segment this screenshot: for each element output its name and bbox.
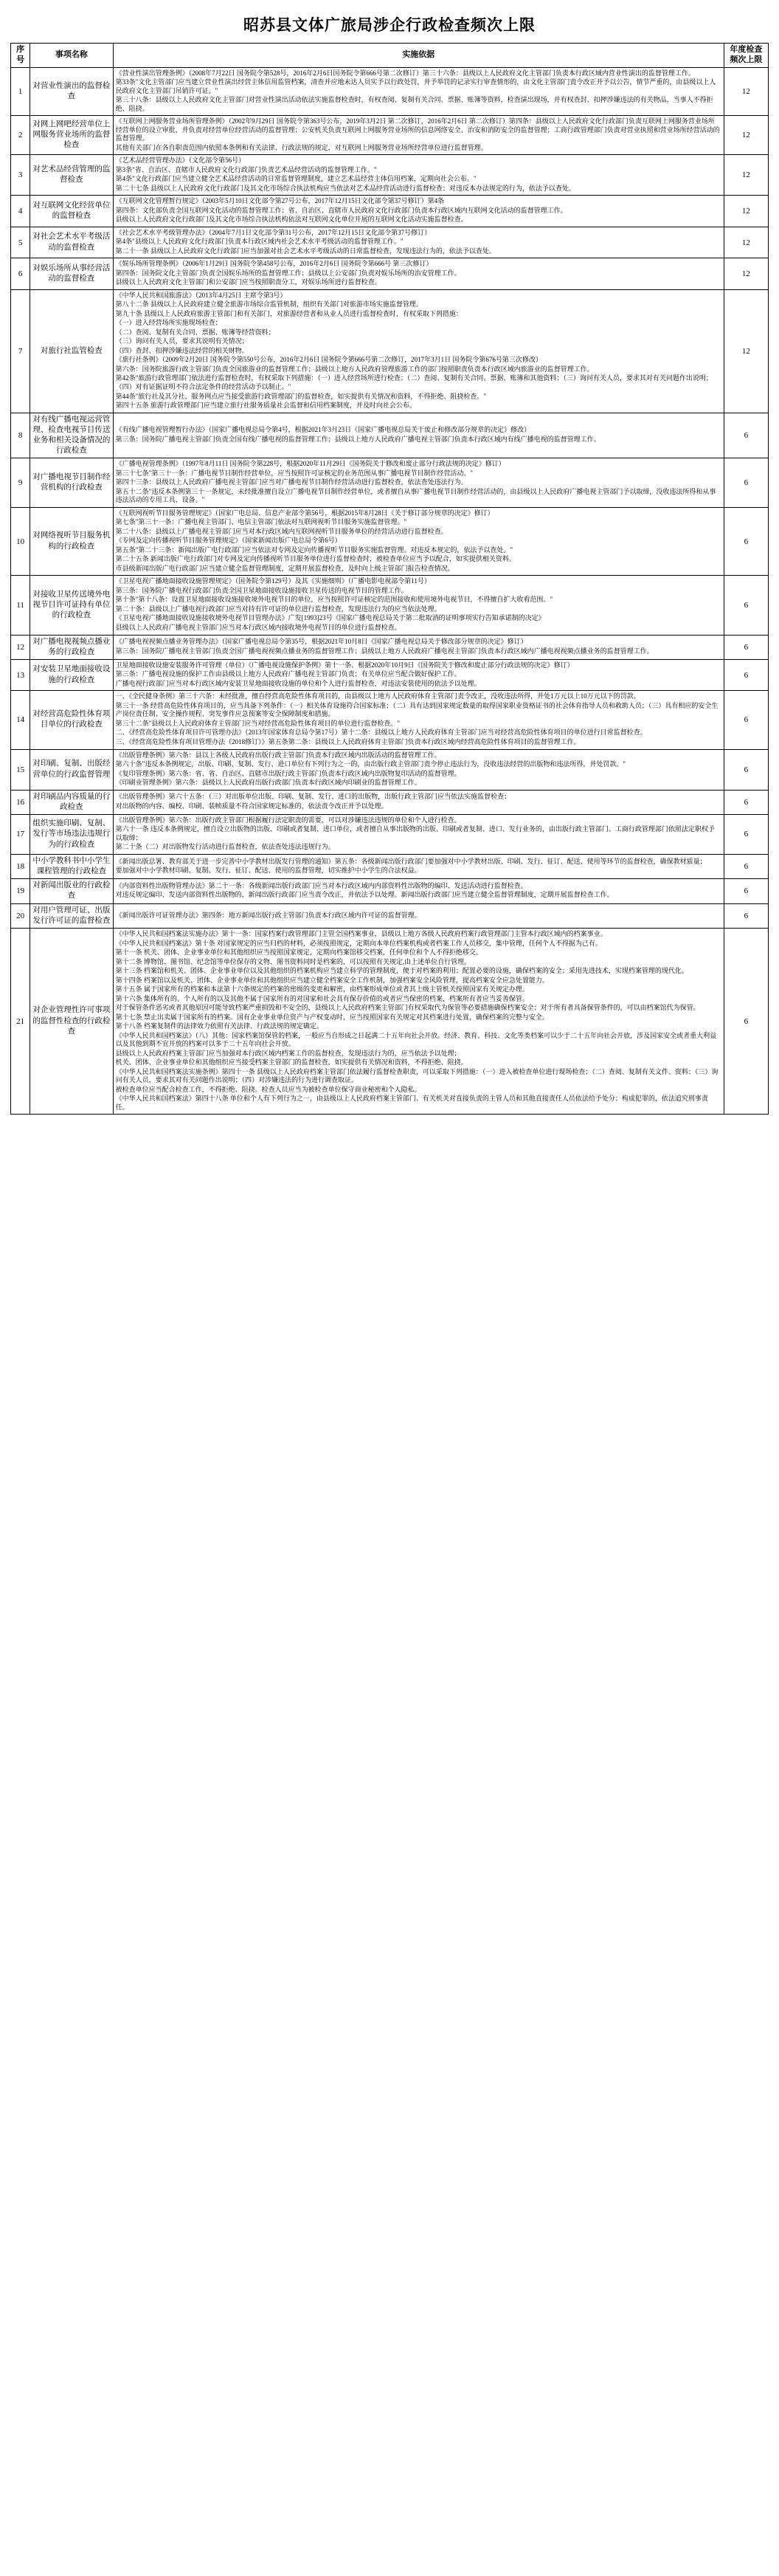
legal-basis-paragraph: 市县级新闻出版广电行政部门应当建立健全监督管理制度，定期开展监督检查，及时向上级主管部门报告检查情况。 — [115, 564, 454, 572]
legal-basis-paragraph: （三）询问有关人员，要求其说明有关情况； — [115, 337, 249, 345]
legal-basis-paragraph: 《中华人民共和国档案法》第四十八条 单位和个人有下列行为之一，由县级以上人民政府档案主管部门、有关机关对直接负责的主管人员和其他直接责任人员依法给予处分；构成犯罪的，依法追究刑事责任。 — [115, 1095, 708, 1111]
cell-legal-basis — [113, 929, 724, 1115]
legal-basis-paragraph: 第4条"文化行政部门应当建立健全艺术品经营活动的日常监督管理制度，建立艺术品经营主体信用档案，定期向社会公布。" — [115, 175, 477, 183]
legal-basis-paragraph: 第十三条 档案馆和机关、团体、企业事业单位以及其他组织的档案机构应当建立科学的管理制度，便于对档案的利用；配置必要的设施，确保档案的安全；采用先进技术，实现档案管理的现代化。 — [115, 967, 688, 975]
legal-basis-paragraph: 《社会艺术水平考级管理办法》（2004年7月1日文化部令第31号公布，2017年12月15日文化部令第37号修订） — [115, 228, 432, 236]
legal-basis-paragraph: 第十一条 机关、团体、企业事业单位和其他组织应当按照国家规定，定期向档案馆移交档案，任何单位和个人不得拒绝移交。 — [115, 948, 482, 957]
cell-frequency-limit: 6 — [724, 903, 768, 928]
cell-frequency-limit: 12 — [724, 227, 768, 258]
cell-frequency-limit: 6 — [724, 635, 768, 659]
legal-basis-paragraph: 第3条"省、自治区、直辖市人民政府文化行政部门负责艺术品经营活动的监督管理工作。" — [115, 165, 377, 173]
legal-basis-paragraph: 《内部资料性出版物管理办法》第二十一条：各级新闻出版行政部门应当对本行政区域内内部资料性出版物的编印、发送活动进行监督检查。 — [115, 881, 527, 889]
table-row — [11, 929, 769, 1115]
legal-basis-paragraph: 第33条"文化主管部门应当建立营业性演出经营主体信用监管档案，清查并应地未达人员实予以行政处罚，并予举罚的记录实行审查情形的，由文化主管部门责令改正并予以公告，情节严重的，由县级以上人民政府文化主管部门吊销许可证。" — [115, 78, 716, 94]
cell-frequency-limit: 6 — [724, 879, 768, 903]
cell-item-name: 对经营高危险性体育项目单位的行政检查 — [30, 691, 114, 749]
legal-basis-paragraph: 第三十八条：县级以上人民政府文化主管部门对营业性演出活动依法实施监督检查时，有权查阅、复制有关合同、票据、账簿等资料，检查演出现场，并有权查封、扣押涉嫌违法的有关物品，当事人不得拒绝、阻挠。 — [115, 96, 713, 112]
page-title: 昭苏县文体广旅局涉企行政检查频次上限 — [243, 16, 536, 34]
legal-basis-paragraph: 第八十二条 县级以上人民政府建立健全旅游市场综合监管机制，组织有关部门对旅游市场实施监督管理。 — [115, 300, 423, 309]
legal-basis-paragraph: 县级以上人民政府文化主管部门和公安部门应当按照职责分工，对娱乐场所进行监督检查。 — [115, 278, 381, 286]
cell-frequency-limit: 6 — [724, 413, 768, 458]
cell-legal-basis — [113, 413, 724, 458]
legal-basis-paragraph: 第五条"第二十三条：新闻出版广电行政部门应当依法对专网及定向传播视听节目服务实施监督管理。对违反本规定的，依法予以查处。" — [115, 545, 513, 554]
legal-basis-paragraph: 第十七条 禁止出卖属于国家所有的档案。国有企业事业单位资产与产权变动时，应当按照国家有关规定对其档案进行处置，确保档案的完整与安全。 — [115, 1013, 549, 1021]
legal-basis-paragraph: 第十条"第十八条：设置卫星地面接收设施接收境外电视节目的单位，应当按照许可证核定的范围接收和使用境外电视节目，不得擅自扩大收看范围。" — [115, 596, 553, 604]
legal-basis-paragraph: 第十六条 集体所有的、个人所有的以及其他不属于国家所有的对国家和社会具有保存价值的或者应当保密的档案，档案所有者应当妥善保管。 — [115, 994, 529, 1002]
cell-legal-basis — [113, 903, 724, 928]
cell-no: 10 — [11, 507, 30, 576]
cell-no: 1 — [11, 67, 30, 116]
table-row — [11, 576, 769, 635]
cell-no: 14 — [11, 691, 30, 749]
legal-basis-paragraph: 第三十二条"县级以上人民政府体育主管部门应当对经营高危险性体育项目的单位进行监督检查。" — [115, 719, 401, 727]
legal-basis-paragraph: 第三条：广播电视设施的保护工作由县级以上地方人民政府广播电视主管部门负责；有关单位应当配合做好保护工作。 — [115, 670, 461, 678]
legal-basis-paragraph: 《中华人民共和国档案法》（八）其他：国家档案馆保管的档案，一般应当自形成之日起满二十五年向社会开放。经济、教育、科技、文化等类档案可以少于二十五年向社会开放，涉及国家安全或者重大利益以及其他到期不宜开放的档案可以多于二十五年向社会开放。 — [115, 1031, 717, 1048]
table-header-row — [11, 44, 769, 68]
cell-frequency-limit: 6 — [724, 790, 768, 814]
cell-item-name: 对印刷品内容质量的行政检查 — [30, 790, 114, 814]
legal-basis-paragraph: 第三条：国务院广播电视主管部门负责全国广播电视视频点播业务的监督管理工作；县级以上地方人民政府广播电视主管部门负责本行政区域内广播电视视频点播业务的监督管理工作。 — [115, 647, 654, 655]
cell-frequency-limit: 12 — [724, 289, 768, 413]
legal-basis-paragraph: 第二十七条 县级以上人民政府文化行政部门及其文化市场综合执法机构应当依法对艺术品经营活动进行监督检查；对违反本办法规定的行为，依法予以查处。 — [115, 184, 575, 192]
table-row — [11, 635, 769, 659]
cell-frequency-limit: 6 — [724, 576, 768, 635]
cell-legal-basis — [113, 116, 724, 155]
legal-basis-paragraph: 对违反规定编印、发送内部资料性出版物的，新闻出版行政部门应当责令改正，并依法予以处理。新闻出版行政部门应当建立健全监督管理制度，定期开展监督检查工作。 — [115, 891, 614, 899]
legal-basis-paragraph: 《中华人民共和国档案法实施条例》第四十一条 县级以上人民政府档案主管部门依法履行监督检查职责，可以采取下列措施：（一）进入被检查单位进行现场检查；（二）查阅、复制有关文件、资料；（三）询问有关人员，要求其对有关问题作出说明；（四）对涉嫌违法的行为进行调查取证。 — [115, 1067, 719, 1084]
cell-no: 15 — [11, 749, 30, 790]
legal-basis-paragraph: 《复印管理条例》第六条：省、省、自治区、直辖市出版行政主管部门负责本行政区域内出版物复印活动的监督管理。 — [115, 769, 461, 777]
table-row — [11, 790, 769, 814]
legal-basis-paragraph: 《广播电视视频点播业务管理办法》（国家广播电视总局令第35号，根据2021年10月8日《国家广播电视总局关于修改部分规章的决定》修订） — [115, 638, 527, 646]
legal-basis-paragraph: 第三十七条"第三十一条：广播电视节目制作经营单位，应当按照许可证核定的业务范围从事广播电视节目制作经营活动。" — [115, 469, 474, 477]
cell-no: 2 — [11, 116, 30, 155]
legal-basis-paragraph: 一、《全民健身条例》第三十六条：未经批准，擅自经营高危险性体育项目的，由县级以上地方人民政府体育主管部门责令改正，没收违法所得，并处1万元以上10万元以下的罚款。 — [115, 692, 640, 700]
cell-legal-basis — [113, 196, 724, 227]
cell-no: 7 — [11, 289, 30, 413]
legal-basis-paragraph: 《印刷业管理条例》第六条：县级以上人民政府出版行政部门负责本行政区域内印刷业的监督管理工作。 — [115, 779, 421, 787]
legal-basis-paragraph: 第九十条 县级以上人民政府旅游主管部门和有关部门，对旅游经营者和从业人员进行监督检查时，有权采取下列措施： — [115, 309, 463, 317]
cell-frequency-limit: 12 — [724, 155, 768, 196]
cell-no: 11 — [11, 576, 30, 635]
column-header-basis: 实施依据 — [113, 44, 724, 68]
legal-basis-paragraph: 《新闻出版总署、教育部关于进一步完善中小学教材出版发行管理的通知》第五条：各级新闻出版行政部门要加强对中小学教材出版、印刷、发行、征订、配送、使用等环节的监督检查，确保教材质量； — [115, 857, 707, 865]
legal-basis-paragraph: 第七条"第三十一条：广播电视主管部门、电信主管部门依法对互联网视听节目服务实施监督管理。" — [115, 518, 407, 526]
cell-legal-basis — [113, 576, 724, 635]
cell-no: 13 — [11, 659, 30, 691]
legal-basis-paragraph: 县级以上人民政府档案主管部门应当加强对本行政区域内档案工作的监督检查，发现违法行为的，应当依法予以处理； — [115, 1049, 461, 1057]
cell-frequency-limit: 12 — [724, 258, 768, 290]
table-row — [11, 289, 769, 413]
table-row — [11, 814, 769, 854]
cell-item-name: 对广播电视节目制作经营机构的行政检查 — [30, 458, 114, 508]
legal-basis-paragraph: 第六条：国务院旅游行政主管部门负责全国旅游业的监督管理工作；县级以上地方人民政府管理旅游工作的部门按照职责负责本行政区域内旅游业的监督管理工作。 — [115, 365, 594, 373]
cell-item-name: 对营业性演出的监督检查 — [30, 67, 114, 116]
legal-basis-paragraph: 第二十条（二）对出版物发行活动进行监督检查，依法查处违法违规行为。 — [115, 843, 335, 851]
cell-item-name: 对网上网吧经营单位上网服务营业场所的监督检查 — [30, 116, 114, 155]
legal-basis-paragraph: 三、《经营高危险性体育项目管理办法（2018修订）》第五条第二条：县级以上人民政府体育主管部门负责本行政区域内经营高危险性体育项目的监督管理工作。 — [115, 737, 581, 745]
legal-basis-paragraph: 《新闻出版许可证管理办法》第四条：地方新闻出版行政主管部门负责本行政区域内许可证的监督管理。 — [115, 911, 421, 919]
legal-basis-paragraph: 《出版管理条例》第六条：出版行政主管部门根据履行法定职责的需要，可以对涉嫌违法违规的单位和个人进行检查。 — [115, 816, 461, 824]
cell-frequency-limit: 6 — [724, 507, 768, 576]
cell-legal-basis — [113, 854, 724, 878]
cell-item-name: 组织实施印刷、复制、发行等市场违法违规行为的行政检查 — [30, 814, 114, 854]
table-row — [11, 413, 769, 458]
legal-basis-paragraph: 《互联网文化管理暂行规定》（2003年5月10日文化部令第27号公布，2017年12月15日文化部令第37号修订）第4条 — [115, 197, 445, 205]
cell-item-name: 对旅行社监管检查 — [30, 289, 114, 413]
legal-basis-paragraph: 第44条"旅行社及其分社、服务网点应当接受旅游行政管理部门的监督检查，如实提供有关情况和资料，不得拒绝、阻挠检查。" — [115, 392, 487, 400]
cell-item-name: 对互联网文化经营单位的监督检查 — [30, 196, 114, 227]
cell-item-name: 对网络视听节目服务机构的行政检查 — [30, 507, 114, 576]
legal-basis-paragraph: 第十二条 博物馆、图书馆、纪念馆等单位保存的文物、图书资料同时是档案的，可以按照有关规定,由上述单位自行管理。 — [115, 957, 471, 965]
cell-legal-basis — [113, 635, 724, 659]
inspection-frequency-table — [10, 43, 769, 1115]
column-header-limit: 年度检查频次上限 — [724, 44, 768, 68]
cell-frequency-limit: 6 — [724, 749, 768, 790]
cell-no: 12 — [11, 635, 30, 659]
legal-basis-paragraph: （二）查阅、复制有关合同、票据、账簿等经营资料； — [115, 328, 275, 336]
cell-legal-basis — [113, 67, 724, 116]
column-header-no: 序号 — [11, 44, 30, 68]
cell-item-name: 对接收卫星传送境外电视节目许可证持有单位的行政检查 — [30, 576, 114, 635]
cell-legal-basis — [113, 691, 724, 749]
table-row — [11, 879, 769, 903]
legal-basis-paragraph: 第六十一条 违反本条例规定，擅自设立出版物的出版、印刷或者复制、进口单位，或者擅自从事出版物的出版、印刷或者复制、进口、发行业务的，由出版行政主管部门、工商行政管理部门依照法定职权予以取缔； — [115, 825, 715, 841]
cell-legal-basis — [113, 258, 724, 290]
legal-basis-paragraph: 《艺术品经营管理办法》（文化部令第56号） — [115, 156, 246, 165]
legal-basis-paragraph: 《出版管理条例》第六十五条：（三）对出版单位出版、印刷、复制、发行、进口的出版物，出版行政主管部门应当依法实施监督检查； — [115, 793, 511, 801]
legal-basis-paragraph: 第六十条"违反本条例规定，出版、印刷、复制、发行、进口单位有下列行为之一的，由出版行政主管部门责令停止违法行为，没收违法经营的出版物和违法所得，并处罚款。" — [115, 760, 626, 768]
table-row — [11, 67, 769, 116]
legal-basis-paragraph: 广播电视行政部门应当对本行政区域内安装卫星地面接收设施的单位和个人进行监督检查，对违法安装使用的依法予以处理。 — [115, 679, 481, 687]
legal-basis-paragraph: 第十四条 档案馆以及机关、团体、企业事业单位和其他组织应当建立健全档案安全工作机制，加强档案安全风险管理，提高档案安全应急处置能力。 — [115, 976, 549, 984]
table-row — [11, 258, 769, 290]
cell-no: 9 — [11, 458, 30, 508]
cell-no: 8 — [11, 413, 30, 458]
table-row — [11, 458, 769, 508]
legal-basis-paragraph: 要加强对中小学教材印刷、复制、发行、征订、配送、使用的监督管理，切实维护中小学生的合法权益。 — [115, 867, 421, 875]
cell-frequency-limit: 6 — [724, 814, 768, 854]
cell-item-name: 对安装卫星地面接收设施的行政检查 — [30, 659, 114, 691]
cell-item-name: 对社会艺术水平考级活动的监督检查 — [30, 227, 114, 258]
cell-no: 4 — [11, 196, 30, 227]
cell-no: 20 — [11, 903, 30, 928]
legal-basis-paragraph: 《中华人民共和国档案法》第十条 对国家规定的应当归档的材料，必须按照规定，定期向本单位档案机构或者档案工作人员移交，集中管理，任何个人不得据为己有。 — [115, 939, 602, 947]
legal-basis-paragraph: （一）进入经营场所实施现场检查； — [115, 319, 222, 327]
table-row — [11, 227, 769, 258]
legal-basis-paragraph: 第三条：国务院广播电视行政部门负责全国卫星地面接收设施接收卫星传送的电视节目的管理工作。 — [115, 586, 408, 594]
table-row — [11, 507, 769, 576]
legal-basis-paragraph: 《互联网上网服务营业场所管理条例》（2002年9月29日 国务院令第363号公布，2019年3月2日 第二次修订，2016年2月6日 第二次修订）第四条：县级以上人民政府文化行政部门负责互联网上网服务营业场所经营单位的设立审批，并负责对经营单位经营活动的监督管理；公安机关负责互联网上网服务营业场所的信息网络安全、治安和消防安全的监督管理；工商行政管理部门负责对营业执照和营业场所经营活动的监督管理。 — [115, 117, 720, 142]
legal-basis-paragraph: 卫星地面接收设施安装服务许可管理（单位）《广播电视设施保护条例》第十一条、根据2020年10月9日《国务院关于修改和废止部分行政法规的决定》修订） — [115, 661, 574, 669]
legal-basis-paragraph: 《卫星电视广播地面接收设施接收境外电视节目管理办法》广发[1993]23号《国家广播电视总局关于第二批取消的证明事项实行告知承诺制的决定》 — [115, 614, 545, 622]
cell-frequency-limit: 6 — [724, 929, 768, 1115]
legal-basis-paragraph: 《中华人民共和国档案法实施办法》第十一条：国家档案行政管理部门主管全国档案事业，县级以上地方各级人民政府档案行政管理部门主管本行政区域内的档案事业。 — [115, 930, 607, 937]
legal-basis-paragraph: 第五十二条"违反本条例第三十一条规定，未经批准擅自设立广播电视节目制作经营单位，或者擅自从事广播电视节目制作经营活动的，由县级以上人民政府广播电视主管部门予以取缔，没收违法所得和从事违法活动的专用工具、设备。" — [115, 487, 716, 504]
legal-basis-paragraph: 二、《经营高危险性体育项目许可管理办法》（2013年国家体育总局令第17号）第十二条：县级以上地方人民政府体育主管部门应当对经营高危险性体育项目的单位进行日常监督检查。 — [115, 729, 647, 737]
cell-item-name: 中小学教科书中小学生课程管理的行政检查 — [30, 854, 114, 878]
legal-basis-paragraph: 第4条"县级以上人民政府文化行政部门负责本行政区域内社会艺术水平考级活动的监督管理工作。" — [115, 238, 404, 246]
legal-basis-paragraph: 被检查单位应当配合检查工作，不得拒绝、阻挠。检查人员应当为被检查单位保守商业秘密和个人隐私。 — [115, 1085, 421, 1093]
legal-basis-paragraph: 机关、团体、企业事业单位和其他组织应当接受档案主管部门的监督检查，如实提供有关情况和资料，不得拒绝、阻挠。 — [115, 1058, 468, 1067]
legal-basis-paragraph: 《中华人民共和国旅游法》（2013年4月25日 主席令第3号） — [115, 291, 287, 299]
cell-no: 18 — [11, 854, 30, 878]
legal-basis-paragraph: 《营业性演出管理条例》（2008年7月22日 国务院令第528号，2016年2月6日国务院令第666号第二次修订）第三十六条：县级以上人民政府文化主管部门负责本行政区域内营业性演出的监督管理工作。 — [115, 69, 695, 77]
cell-item-name: 对印刷、复制、出版经营单位的行政监督管理 — [30, 749, 114, 790]
cell-frequency-limit: 6 — [724, 458, 768, 508]
cell-frequency-limit: 6 — [724, 691, 768, 749]
cell-item-name: 对娱乐场所从事经营活动的监督检查 — [30, 258, 114, 290]
table-row — [11, 854, 769, 878]
table-row — [11, 116, 769, 155]
legal-basis-paragraph: 《有线广播电视管理暂行办法》（国家广播电视总局令第4号，根据2021年3月23日《国家广播电视总局关于废止和修改部分规章的决定》修改） — [115, 426, 531, 434]
cell-legal-basis — [113, 879, 724, 903]
cell-item-name: 对企业管理性许可事项的监督性检查的行政检查 — [30, 929, 114, 1115]
legal-basis-paragraph: 第三条：国务院广播电视主管部门负责全国有线广播电视的监督管理工作；县级以上地方人民政府广播电视主管部门负责本行政区域内有线广播电视的监督管理工作。 — [115, 435, 600, 443]
legal-basis-paragraph: 第四条：国务院文化主管部门负责全国娱乐场所的监督管理工作；县级以上公安部门负责对娱乐场所的治安管理工作。 — [115, 269, 461, 277]
cell-frequency-limit: 12 — [724, 196, 768, 227]
cell-legal-basis — [113, 458, 724, 508]
legal-basis-paragraph: 县级以上人民政府文化行政部门及其文化市场综合执法机构依法对互联网文化单位开展的互联网文化活动实施监督检查。 — [115, 216, 468, 224]
table-body — [11, 67, 769, 1115]
legal-basis-paragraph: 第二十条：县级以上广播电视行政部门应当对持有许可证的单位进行监督检查，发现违法行为的应当依法处理。 — [115, 605, 441, 613]
cell-item-name: 对广播电视视频点播业务的行政检查 — [30, 635, 114, 659]
cell-legal-basis — [113, 507, 724, 576]
column-header-name: 事项名称 — [30, 44, 114, 68]
cell-item-name: 对新闻出版业的行政检查 — [30, 879, 114, 903]
cell-legal-basis — [113, 814, 724, 854]
legal-basis-paragraph: 第十八条 档案复制件的法律效力依照有关法律、行政法规的规定确定。 — [115, 1022, 323, 1030]
cell-frequency-limit: 6 — [724, 854, 768, 878]
legal-basis-paragraph: 《旅行社条例》（2009年2月20日 国务院令第550号公布，2016年2月6日 国务院令第666号第二次修订，2017年3月1日 国务院令第676号第三次修改） — [115, 356, 542, 364]
legal-basis-paragraph: 县级以上人民政府广播电视主管部门应当对本行政区域内接收境外电视节目的单位进行监督检查。 — [115, 624, 401, 631]
cell-item-name: 对有线广播电视运营管理、检查电视节目传送业务和相关设备情况的行政检查 — [30, 413, 114, 458]
cell-frequency-limit: 12 — [724, 116, 768, 155]
legal-basis-paragraph: 《互联网视听节目服务管理规定》（国家广电总局、信息产业部令第56号，根据2015年8月28日《关于修订部分规章的决定》修订） — [115, 509, 494, 517]
table-row — [11, 155, 769, 196]
legal-basis-paragraph: 第四十五条 旅游行政管理部门应当建立旅行社服务质量社会监督和信用档案制度，并及时向社会公布。 — [115, 402, 416, 410]
legal-basis-paragraph: 第二十一条 县级以上人民政府文化行政部门应当加强对社会艺术水平考级活动的日常监督检查，发现违法行为的，依法予以查处。 — [115, 247, 496, 255]
legal-basis-paragraph: 第十五条 属于国家所有的档案和本法第十六条规定的档案的密级的变更和解密，由档案形成单位或者其上级主管机关按照国家有关规定办理。 — [115, 985, 529, 993]
cell-legal-basis — [113, 227, 724, 258]
legal-basis-paragraph: 《专网及定向传播视听节目服务管理规定》（国家新闻出版广电总局令第6号） — [115, 537, 342, 545]
cell-no: 21 — [11, 929, 30, 1115]
legal-basis-paragraph: 《出版管理条例》第六条：县以上各级人民政府出版行政主管部门负责本行政区域内出版活动的监督管理工作。 — [115, 751, 441, 759]
cell-no: 16 — [11, 790, 30, 814]
table-header — [11, 44, 769, 68]
legal-basis-paragraph: 对于保管条件恶劣或者其他原因可能导致档案严重损毁和不安全的，县级以上人民政府档案主管部门有权采取代为保管等必要措施确保档案安全；对于所有者具备保管条件的，可以由档案馆代为保管。 — [115, 1004, 700, 1012]
legal-basis-paragraph: 第二十五条 新闻出版广电行政部门对专网及定向传播视听节目服务单位进行监督检查时，被检查单位应当予以配合，如实提供相关资料。 — [115, 555, 516, 563]
cell-no: 19 — [11, 879, 30, 903]
cell-legal-basis — [113, 749, 724, 790]
table-row — [11, 659, 769, 691]
cell-legal-basis — [113, 659, 724, 691]
cell-item-name: 对艺术品经营管理的监督检查 — [30, 155, 114, 196]
legal-basis-paragraph: 其他有关部门在各自职责范围内依照本条例和有关法律、行政法规的规定，对互联网上网服务营业场所经营单位进行监督管理。 — [115, 143, 488, 151]
legal-basis-paragraph: 《娱乐场所管理条例》（2006年1月29日 国务院令第458号公布，2016年2月6日 国务院令第666号 第三次修订） — [115, 260, 433, 268]
legal-basis-paragraph: 第四条：文化部负责全国互联网文化活动的监督管理工作；省、自治区、直辖市人民政府文化行政部门负责本行政区域内互联网文化活动的监督管理工作。 — [115, 206, 567, 214]
legal-basis-paragraph: 第三十一条 经营高危险性体育项目的，应当具备下列条件：（一）相关体育设施符合国家标准；（二）具有达到国家规定数量的取得国家职业资格证书的社会体育指导人员和救助人员；（三）具有相应的安全生产岗位责任制、安全操作规程、突发事件应急预案等安全保障制度和措施。 — [115, 701, 719, 718]
cell-legal-basis — [113, 790, 724, 814]
legal-basis-paragraph: 第42条"旅游行政管理部门依法进行监督检查时，有权采取下列措施：（一）进入经营场所进行检查；（二）查阅、复制有关合同、票据、账簿和其他资料；（三）询问有关人员，要求其对有关问题作出说明；（四）对有证据证明不符合法定条件的经营活动予以制止。" — [115, 374, 713, 390]
legal-basis-paragraph: 第二十八条：县级以上广播电视主管部门应当对本行政区域内互联网视听节目服务单位的经营活动进行监督检查。 — [115, 527, 448, 535]
cell-legal-basis — [113, 289, 724, 413]
cell-no: 5 — [11, 227, 30, 258]
legal-basis-paragraph: （四）查封、扣押涉嫌违法经营的相关财物。 — [115, 346, 249, 354]
table-row — [11, 691, 769, 749]
cell-no: 3 — [11, 155, 30, 196]
table-row — [11, 749, 769, 790]
legal-basis-paragraph: 《卫星电视广播地面接收设施管理规定》（国务院令第129号）及其《实施细则》（广播电影电视部令第11号） — [115, 577, 431, 585]
table-row — [11, 903, 769, 928]
cell-frequency-limit: 12 — [724, 67, 768, 116]
cell-item-name: 对用户管理可证、出版发行许可证的监督检查 — [30, 903, 114, 928]
legal-basis-paragraph: 第四十三条：县级以上人民政府广播电视主管部门应当对广播电视节目制作经营活动进行监督检查，依法查处违法行为。 — [115, 478, 468, 486]
cell-no: 6 — [11, 258, 30, 290]
cell-frequency-limit: 6 — [724, 659, 768, 691]
cell-legal-basis — [113, 155, 724, 196]
legal-basis-paragraph: 《广播电视管理条例》（1997年8月11日 国务院令第228号，根据2020年11月29日《国务院关于修改和废止部分行政法规的决定》修订） — [115, 460, 505, 468]
table-row — [11, 196, 769, 227]
cell-no: 17 — [11, 814, 30, 854]
legal-basis-paragraph: 对出版物的内容、编校、印刷、装帧质量不符合国家规定标准的，依法责令改正并予以处理。 — [115, 802, 388, 810]
